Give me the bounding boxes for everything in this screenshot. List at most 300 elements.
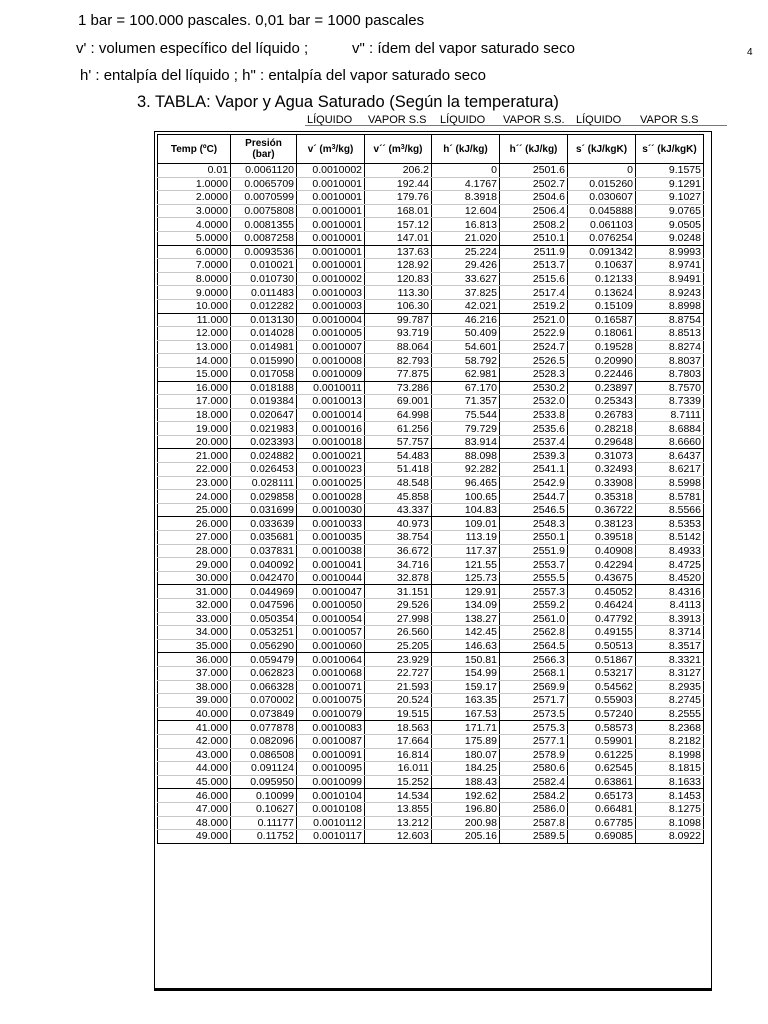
table-cell: 9.1291 <box>636 177 704 191</box>
table-cell: 0.42294 <box>568 558 636 572</box>
table-cell: 64.998 <box>365 408 432 422</box>
table-cell: 0.43675 <box>568 571 636 585</box>
table-cell: 27.000 <box>158 531 231 545</box>
table-cell: 9.0765 <box>636 204 704 218</box>
table-cell: 88.098 <box>432 449 500 463</box>
table-row <box>158 408 704 422</box>
table-cell: 2544.7 <box>500 490 568 504</box>
table-cell: 0.0010044 <box>297 571 365 585</box>
table-cell: 0 <box>432 164 500 178</box>
table-cell: 2535.6 <box>500 422 568 436</box>
table-row <box>158 340 704 354</box>
table-cell: 46.000 <box>158 789 231 803</box>
table-row <box>158 680 704 694</box>
table-cell: 75.544 <box>432 408 500 422</box>
table-cell: 41.000 <box>158 721 231 735</box>
table-row <box>158 707 704 721</box>
table-row <box>158 191 704 205</box>
table-cell: 8.5566 <box>636 503 704 517</box>
table-cell: 0.0010001 <box>297 218 365 232</box>
table-cell: 17.000 <box>158 395 231 409</box>
table-cell: 31.151 <box>365 585 432 599</box>
table-cell: 138.27 <box>432 612 500 626</box>
table-row <box>158 449 704 463</box>
table-cell: 163.35 <box>432 694 500 708</box>
table-cell: 2.0000 <box>158 191 231 205</box>
table-row <box>158 802 704 816</box>
table-cell: 4.1767 <box>432 177 500 191</box>
table-cell: 0.49155 <box>568 626 636 640</box>
table-row <box>158 354 704 368</box>
table-row <box>158 231 704 245</box>
table-cell: 2568.1 <box>500 666 568 680</box>
table-cell: 8.1453 <box>636 789 704 803</box>
table-cell: 2564.5 <box>500 639 568 653</box>
table-cell: 157.12 <box>365 218 432 232</box>
table-cell: 0.0010023 <box>297 463 365 477</box>
note-liquid-volume: v' : volumen específico del líquido ; <box>76 40 309 57</box>
table-cell: 2528.3 <box>500 367 568 381</box>
table-cell: 8.3714 <box>636 626 704 640</box>
table-cell: 14.534 <box>365 789 432 803</box>
table-cell: 0.020647 <box>231 408 297 422</box>
table-cell: 0.021983 <box>231 422 297 436</box>
table-cell: 0.39518 <box>568 531 636 545</box>
table-cell: 0.030607 <box>568 191 636 205</box>
table-cell: 137.63 <box>365 245 432 259</box>
table-cell: 8.5998 <box>636 476 704 490</box>
table-cell: 0.26783 <box>568 408 636 422</box>
table-cell: 21.020 <box>432 231 500 245</box>
table-cell: 8.8274 <box>636 340 704 354</box>
table-row <box>158 245 704 259</box>
table-cell: 0.54562 <box>568 680 636 694</box>
table-cell: 0.0010001 <box>297 245 365 259</box>
table-row <box>158 177 704 191</box>
table-cell: 62.981 <box>432 367 500 381</box>
table-cell: 0.0010001 <box>297 191 365 205</box>
table-cell: 2502.7 <box>500 177 568 191</box>
table-cell: 0.062823 <box>231 666 297 680</box>
table-cell: 2541.1 <box>500 463 568 477</box>
table-cell: 0.0010001 <box>297 231 365 245</box>
table-cell: 8.9491 <box>636 272 704 286</box>
table-title: 3. TABLA: Vapor y Agua Saturado (Según la temperatura) <box>137 93 559 111</box>
table-cell: 196.80 <box>432 802 500 816</box>
table-cell: 0.0010075 <box>297 694 365 708</box>
table-cell: 8.3913 <box>636 612 704 626</box>
table-cell: 0.047596 <box>231 599 297 613</box>
table-cell: 0.018188 <box>231 381 297 395</box>
table-cell: 8.2745 <box>636 694 704 708</box>
table-cell: 2555.5 <box>500 571 568 585</box>
table-cell: 0.0010064 <box>297 653 365 667</box>
table-cell: 20.524 <box>365 694 432 708</box>
table-cell: 0.11177 <box>231 816 297 830</box>
table-cell: 100.65 <box>432 490 500 504</box>
table-row <box>158 435 704 449</box>
table-cell: 104.83 <box>432 503 500 517</box>
table-cell: 0.017058 <box>231 367 297 381</box>
table-cell: 8.4725 <box>636 558 704 572</box>
table-cell: 8.7803 <box>636 367 704 381</box>
table-cell: 34.000 <box>158 626 231 640</box>
table-cell: 0.20990 <box>568 354 636 368</box>
table-cell: 8.5142 <box>636 531 704 545</box>
table-cell: 0.073849 <box>231 707 297 721</box>
table-row <box>158 299 704 313</box>
table-cell: 26.560 <box>365 626 432 640</box>
table-cell: 0.10637 <box>568 259 636 273</box>
table-cell: 19.000 <box>158 422 231 436</box>
table-cell: 0.55903 <box>568 694 636 708</box>
table-cell: 2582.4 <box>500 775 568 789</box>
table-cell: 25.205 <box>365 639 432 653</box>
table-cell: 0.0010091 <box>297 748 365 762</box>
table-row <box>158 816 704 830</box>
table-cell: 0.061103 <box>568 218 636 232</box>
table-cell: 0.0010003 <box>297 299 365 313</box>
table-row <box>158 585 704 599</box>
table-cell: 0.0010002 <box>297 164 365 178</box>
table-cell: 2522.9 <box>500 327 568 341</box>
table-cell: 8.6437 <box>636 449 704 463</box>
table-cell: 0.013130 <box>231 313 297 327</box>
table-cell: 2539.3 <box>500 449 568 463</box>
table-cell: 73.286 <box>365 381 432 395</box>
table-cell: 12.604 <box>432 204 500 218</box>
table-cell: 0.46424 <box>568 599 636 613</box>
table-cell: 8.7570 <box>636 381 704 395</box>
table-cell: 83.914 <box>432 435 500 449</box>
table-cell: 0.0010071 <box>297 680 365 694</box>
table-cell: 0.0010001 <box>297 177 365 191</box>
table-cell: 46.216 <box>432 313 500 327</box>
table-cell: 0.0061120 <box>231 164 297 178</box>
table-cell: 9.0505 <box>636 218 704 232</box>
note-vapor-volume: v" : ídem del vapor saturado seco <box>352 40 575 57</box>
table-cell: 15.252 <box>365 775 432 789</box>
table-cell: 17.664 <box>365 734 432 748</box>
table-cell: 2524.7 <box>500 340 568 354</box>
table-cell: 36.000 <box>158 653 231 667</box>
table-cell: 2589.5 <box>500 830 568 844</box>
table-cell: 32.000 <box>158 599 231 613</box>
table-cell: 48.000 <box>158 816 231 830</box>
table-cell: 0.091342 <box>568 245 636 259</box>
table-cell: 45.858 <box>365 490 432 504</box>
table-cell: 120.83 <box>365 272 432 286</box>
table-cell: 2532.0 <box>500 395 568 409</box>
table-cell: 40.973 <box>365 517 432 531</box>
table-cell: 49.000 <box>158 830 231 844</box>
table-row <box>158 734 704 748</box>
table-row <box>158 259 704 273</box>
table-cell: 0.037831 <box>231 544 297 558</box>
page-number: 4 <box>747 47 753 58</box>
table-cell: 69.001 <box>365 395 432 409</box>
table-cell: 200.98 <box>432 816 500 830</box>
table-cell: 0.0010035 <box>297 531 365 545</box>
table-row <box>158 748 704 762</box>
table-cell: 0.059479 <box>231 653 297 667</box>
table-cell: 2548.3 <box>500 517 568 531</box>
table-cell: 0.0010104 <box>297 789 365 803</box>
table-cell: 8.9243 <box>636 286 704 300</box>
table-cell: 21.593 <box>365 680 432 694</box>
table-cell: 45.000 <box>158 775 231 789</box>
table-cell: 8.5353 <box>636 517 704 531</box>
table-row <box>158 653 704 667</box>
table-cell: 16.814 <box>365 748 432 762</box>
table-cell: 8.3127 <box>636 666 704 680</box>
table-cell: 147.01 <box>365 231 432 245</box>
table-cell: 57.757 <box>365 435 432 449</box>
table-cell: 88.064 <box>365 340 432 354</box>
table-cell: 0.042470 <box>231 571 297 585</box>
table-cell: 99.787 <box>365 313 432 327</box>
table-cell: 16.011 <box>365 762 432 776</box>
table-cell: 0.0010014 <box>297 408 365 422</box>
table-cell: 2559.2 <box>500 599 568 613</box>
table-cell: 0.012282 <box>231 299 297 313</box>
table-cell: 2504.6 <box>500 191 568 205</box>
table-cell: 93.719 <box>365 327 432 341</box>
table-cell: 7.0000 <box>158 259 231 273</box>
table-cell: 2569.9 <box>500 680 568 694</box>
table-cell: 0.014028 <box>231 327 297 341</box>
col-header-pressure: Presión (bar) <box>231 135 297 164</box>
table-cell: 8.3321 <box>636 653 704 667</box>
table-cell: 0.58573 <box>568 721 636 735</box>
table-cell: 32.878 <box>365 571 432 585</box>
table-cell: 13.000 <box>158 340 231 354</box>
table-cell: 0.0010117 <box>297 830 365 844</box>
table-cell: 0.0010003 <box>297 286 365 300</box>
table-cell: 2573.5 <box>500 707 568 721</box>
table-cell: 0.12133 <box>568 272 636 286</box>
table-cell: 0.0093536 <box>231 245 297 259</box>
table-cell: 0.0010028 <box>297 490 365 504</box>
table-cell: 82.793 <box>365 354 432 368</box>
table-cell: 13.212 <box>365 816 432 830</box>
table-row <box>158 517 704 531</box>
table-cell: 33.000 <box>158 612 231 626</box>
table-body <box>158 164 704 844</box>
table-cell: 29.000 <box>158 558 231 572</box>
table-cell: 159.17 <box>432 680 500 694</box>
table-cell: 9.1575 <box>636 164 704 178</box>
col-header-h-vapor: h´´ (kJ/kg) <box>500 135 568 164</box>
table-cell: 150.81 <box>432 653 500 667</box>
table-row <box>158 272 704 286</box>
steam-table <box>157 134 704 844</box>
table-cell: 0.0010041 <box>297 558 365 572</box>
table-cell: 24.000 <box>158 490 231 504</box>
table-cell: 0.033639 <box>231 517 297 531</box>
table-cell: 2508.2 <box>500 218 568 232</box>
table-cell: 2521.0 <box>500 313 568 327</box>
table-cell: 8.6660 <box>636 435 704 449</box>
table-cell: 10.000 <box>158 299 231 313</box>
table-cell: 2566.3 <box>500 653 568 667</box>
table-cell: 2526.5 <box>500 354 568 368</box>
table-cell: 0.015990 <box>231 354 297 368</box>
table-cell: 167.53 <box>432 707 500 721</box>
table-cell: 28.000 <box>158 544 231 558</box>
table-cell: 42.000 <box>158 734 231 748</box>
table-cell: 0.0010016 <box>297 422 365 436</box>
table-cell: 35.000 <box>158 639 231 653</box>
table-cell: 58.792 <box>432 354 500 368</box>
table-cell: 29.526 <box>365 599 432 613</box>
table-cell: 0.0010011 <box>297 381 365 395</box>
table-row <box>158 463 704 477</box>
col-header-h-liquid: h´ (kJ/kg) <box>432 135 500 164</box>
table-row <box>158 381 704 395</box>
table-header-row <box>158 135 704 164</box>
table-cell: 2546.5 <box>500 503 568 517</box>
table-cell: 0.0010007 <box>297 340 365 354</box>
table-cell: 22.727 <box>365 666 432 680</box>
table-cell: 2533.8 <box>500 408 568 422</box>
table-cell: 54.601 <box>432 340 500 354</box>
table-cell: 0.014981 <box>231 340 297 354</box>
table-row <box>158 476 704 490</box>
table-cell: 4.0000 <box>158 218 231 232</box>
table-cell: 0.0010095 <box>297 762 365 776</box>
table-row <box>158 571 704 585</box>
table-cell: 0.16587 <box>568 313 636 327</box>
table-cell: 18.563 <box>365 721 432 735</box>
table-cell: 0.36722 <box>568 503 636 517</box>
table-cell: 0.077878 <box>231 721 297 735</box>
table-cell: 0.18061 <box>568 327 636 341</box>
table-cell: 39.000 <box>158 694 231 708</box>
table-cell: 0.086508 <box>231 748 297 762</box>
table-cell: 0.010730 <box>231 272 297 286</box>
phase-label-vapor-v: VAPOR S.S <box>368 114 427 126</box>
table-cell: 37.000 <box>158 666 231 680</box>
table-cell: 54.483 <box>365 449 432 463</box>
table-cell: 0.62545 <box>568 762 636 776</box>
table-row <box>158 218 704 232</box>
table-cell: 0.0010005 <box>297 327 365 341</box>
table-cell: 0.010021 <box>231 259 297 273</box>
table-cell: 0.0070599 <box>231 191 297 205</box>
table-cell: 0.0075808 <box>231 204 297 218</box>
table-row <box>158 666 704 680</box>
table-cell: 0.0010087 <box>297 734 365 748</box>
table-cell: 0 <box>568 164 636 178</box>
table-cell: 2561.0 <box>500 612 568 626</box>
table-cell: 2515.6 <box>500 272 568 286</box>
table-cell: 0.47792 <box>568 612 636 626</box>
table-cell: 0.024882 <box>231 449 297 463</box>
table-cell: 0.66481 <box>568 802 636 816</box>
table-cell: 8.1098 <box>636 816 704 830</box>
table-cell: 0.0010009 <box>297 367 365 381</box>
table-cell: 206.2 <box>365 164 432 178</box>
table-cell: 0.0010057 <box>297 626 365 640</box>
table-row <box>158 313 704 327</box>
table-cell: 0.11752 <box>231 830 297 844</box>
table-cell: 20.000 <box>158 435 231 449</box>
table-cell: 3.0000 <box>158 204 231 218</box>
phase-label-liquid-s: LÍQUIDO <box>576 114 622 126</box>
table-cell: 23.929 <box>365 653 432 667</box>
table-cell: 0.0010030 <box>297 503 365 517</box>
table-cell: 0.031699 <box>231 503 297 517</box>
table-cell: 0.13624 <box>568 286 636 300</box>
table-cell: 106.30 <box>365 299 432 313</box>
table-cell: 0.23897 <box>568 381 636 395</box>
table-cell: 2586.0 <box>500 802 568 816</box>
table-cell: 0.0010004 <box>297 313 365 327</box>
table-cell: 9.1027 <box>636 191 704 205</box>
table-cell: 2551.9 <box>500 544 568 558</box>
table-row <box>158 762 704 776</box>
table-cell: 0.15109 <box>568 299 636 313</box>
table-cell: 2506.4 <box>500 204 568 218</box>
table-cell: 8.8998 <box>636 299 704 313</box>
table-cell: 8.8754 <box>636 313 704 327</box>
table-cell: 0.050354 <box>231 612 297 626</box>
table-row <box>158 395 704 409</box>
table-cell: 8.2368 <box>636 721 704 735</box>
table-cell: 12.603 <box>365 830 432 844</box>
table-cell: 180.07 <box>432 748 500 762</box>
table-cell: 0.015260 <box>568 177 636 191</box>
table-cell: 31.000 <box>158 585 231 599</box>
table-cell: 0.51867 <box>568 653 636 667</box>
table-cell: 22.000 <box>158 463 231 477</box>
table-cell: 0.0081355 <box>231 218 297 232</box>
table-cell: 8.1815 <box>636 762 704 776</box>
table-cell: 1.0000 <box>158 177 231 191</box>
table-cell: 50.409 <box>432 327 500 341</box>
table-cell: 8.6217 <box>636 463 704 477</box>
table-cell: 8.2935 <box>636 680 704 694</box>
table-cell: 9.0000 <box>158 286 231 300</box>
table-cell: 42.021 <box>432 299 500 313</box>
table-cell: 0.33908 <box>568 476 636 490</box>
table-cell: 128.92 <box>365 259 432 273</box>
table-row <box>158 599 704 613</box>
table-cell: 8.1633 <box>636 775 704 789</box>
table-cell: 146.63 <box>432 639 500 653</box>
table-cell: 0.0010021 <box>297 449 365 463</box>
table-row <box>158 789 704 803</box>
col-header-s-liquid: s´ (kJ/kgK) <box>568 135 636 164</box>
table-cell: 71.357 <box>432 395 500 409</box>
table-cell: 2537.4 <box>500 435 568 449</box>
table-cell: 19.515 <box>365 707 432 721</box>
table-cell: 0.045888 <box>568 204 636 218</box>
table-cell: 0.31073 <box>568 449 636 463</box>
table-cell: 2577.1 <box>500 734 568 748</box>
table-cell: 0.0010002 <box>297 272 365 286</box>
table-cell: 2584.2 <box>500 789 568 803</box>
table-cell: 0.0010018 <box>297 435 365 449</box>
table-cell: 2517.4 <box>500 286 568 300</box>
table-cell: 12.000 <box>158 327 231 341</box>
table-cell: 8.4113 <box>636 599 704 613</box>
table-cell: 175.89 <box>432 734 500 748</box>
table-cell: 8.3918 <box>432 191 500 205</box>
table-row <box>158 721 704 735</box>
table-cell: 134.09 <box>432 599 500 613</box>
